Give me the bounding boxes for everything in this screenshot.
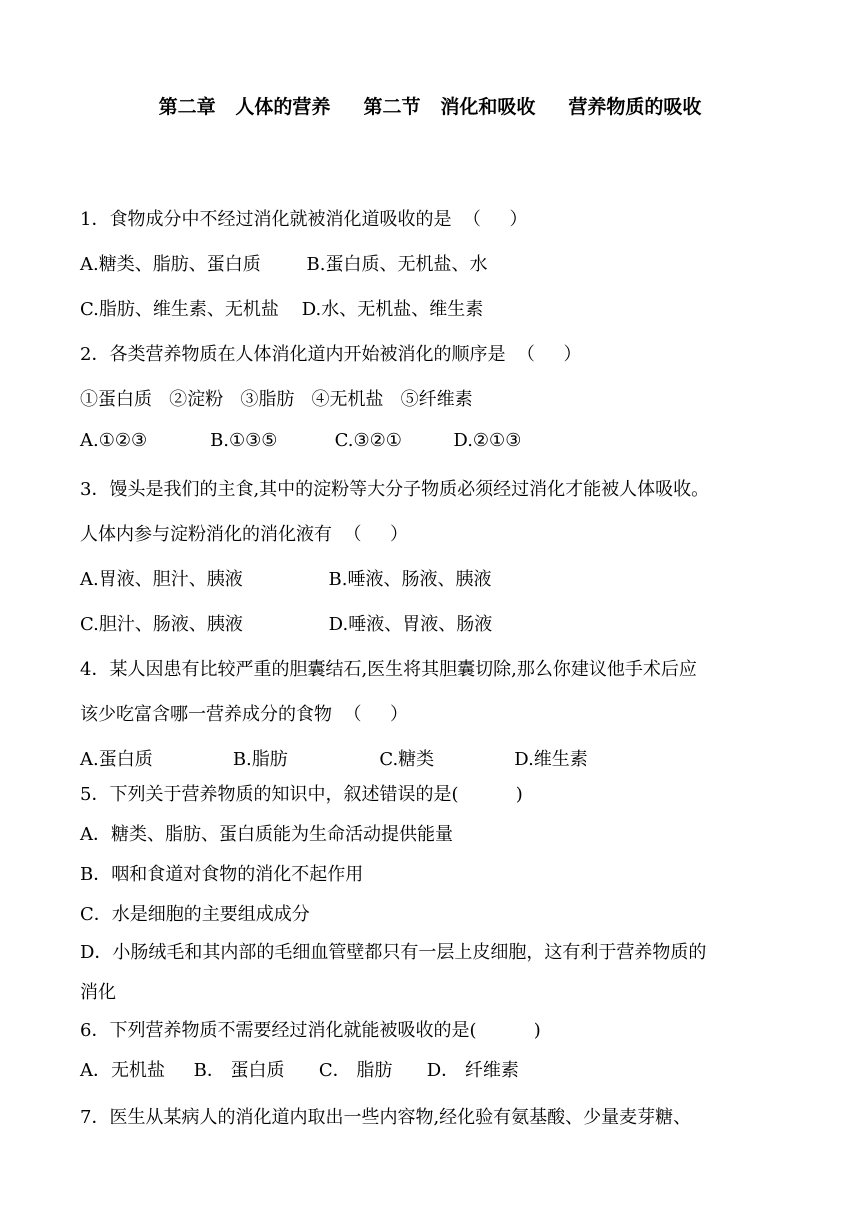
question-3-options-row-1: A.胃液、胆汁、胰液 B.唾液、肠液、胰液: [80, 569, 492, 590]
question-2-items: ①蛋白质 ②淀粉 ③脂肪 ④无机盐 ⑤纤维素: [80, 389, 473, 410]
question-4-stem-line-2: 该少吃富含哪一营养成分的食物 （ ）: [80, 704, 409, 725]
question-5-option-b: B．咽和食道对食物的消化不起作用: [80, 864, 364, 885]
question-4-stem-line-1: 4．某人因患有比较严重的胆囊结石,医生将其胆囊切除,那么你建议他手术后应: [80, 659, 697, 680]
question-3-stem-line-1: 3．馒头是我们的主食,其中的淀粉等大分子物质必须经过消化才能被人体吸收。: [80, 479, 710, 500]
question-1-options-row-1: A.糖类、脂肪、蛋白质 B.蛋白质、无机盐、水: [80, 254, 488, 275]
question-3-stem-line-2: 人体内参与淀粉消化的消化液有 （ ）: [80, 524, 409, 545]
question-3-options-row-2: C.胆汁、肠液、胰液 D.唾液、胃液、肠液: [80, 614, 493, 635]
question-4-options: A.蛋白质 B.脂肪 C.糖类 D.维生素: [80, 749, 588, 770]
question-6-stem: 6．下列营养物质不需要经过消化就能被吸收的是( ): [80, 1020, 541, 1041]
question-5-option-d-cont: 消化: [80, 982, 116, 1003]
question-1-stem: 1．食物成分中不经过消化就被消化道吸收的是 （ ）: [80, 209, 528, 230]
question-5-option-d: D．小肠绒毛和其内部的毛细血管壁都只有一层上皮细胞，这有利于营养物质的: [80, 942, 707, 963]
question-5-option-c: C．水是细胞的主要组成成分: [80, 904, 310, 925]
question-5-option-a: A．糖类、脂肪、蛋白质能为生命活动提供能量: [80, 824, 453, 845]
question-5-stem: 5．下列关于营养物质的知识中，叙述错误的是( ): [80, 784, 523, 805]
question-6-options: A．无机盐 B． 蛋白质 C． 脂肪 D． 纤维素: [80, 1060, 519, 1081]
page-title: 第二章 人体的营养 第二节 消化和吸收 营养物质的吸收: [158, 96, 702, 118]
question-7-stem: 7．医生从某病人的消化道内取出一些内容物,经化验有氨基酸、少量麦芽糖、: [80, 1107, 692, 1128]
question-2-options: A.①②③ B.①③⑤ C.③②① D.②①③: [80, 430, 522, 451]
question-1-options-row-2: C.脂肪、维生素、无机盐 D.水、无机盐、维生素: [80, 299, 484, 320]
question-2-stem: 2．各类营养物质在人体消化道内开始被消化的顺序是 （ ）: [80, 344, 582, 365]
